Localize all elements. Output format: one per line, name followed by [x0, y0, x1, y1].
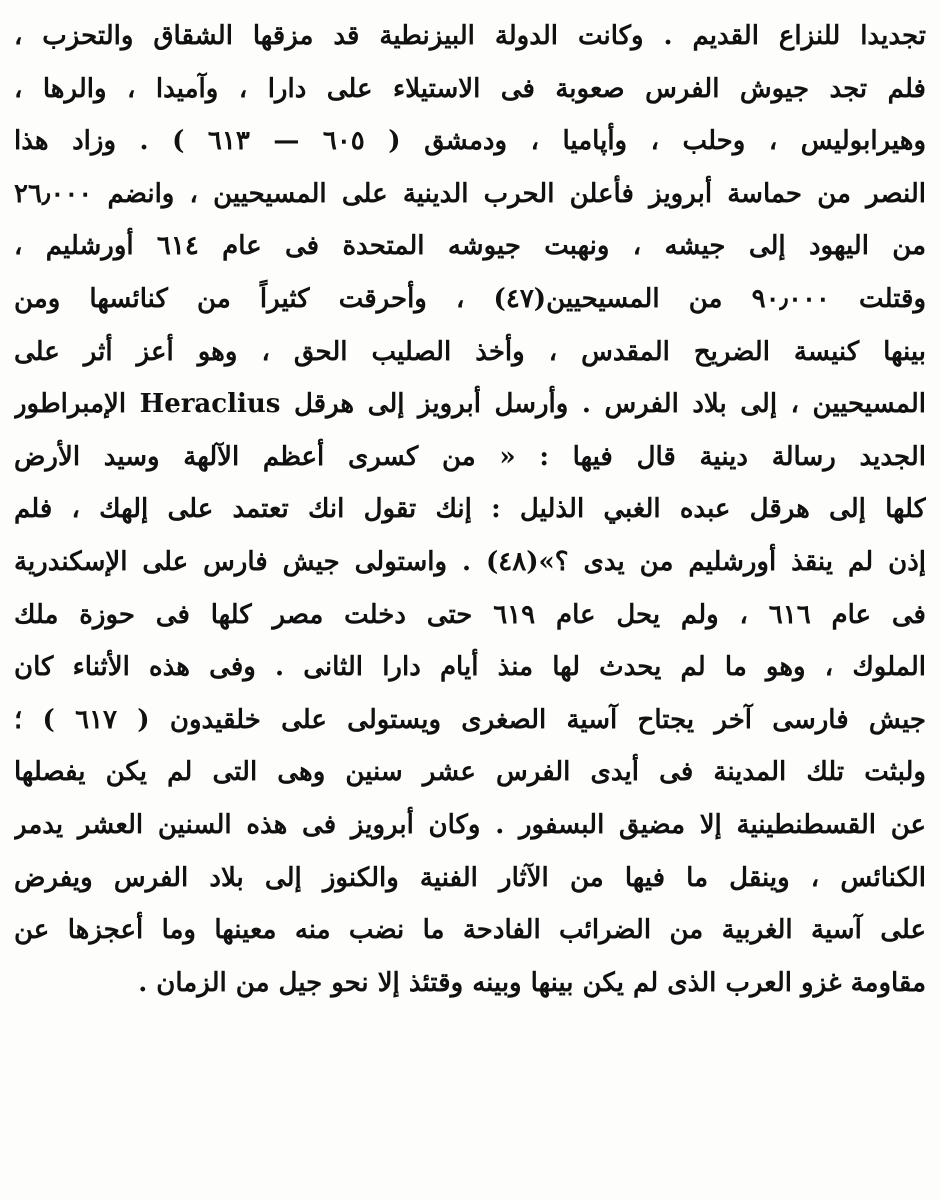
text-line: كلها إلى هرقل عبده الغبي الذليل : إنك تقول انك تعتمد على إلهك ، فلم	[14, 494, 926, 525]
text-line: وقتلت ٩٠٫٠٠٠ من المسيحيين(٤٧) ، وأحرقت كثيراً من كنائسها ومن	[14, 283, 926, 314]
text-line: مقاومة غزو العرب الذى لم يكن بينها وبينه وقتئذ إلا نحو جيل من الزمان .	[138, 967, 926, 998]
text-line: الجديد رسالة دينية قال فيها : « من كسرى أعظم الآلهة وسيد الأرض	[14, 441, 926, 472]
text-line: بينها كنيسة الضريح المقدس ، وأخذ الصليب الحق ، وهو أعز أثر على	[14, 336, 926, 367]
text-line: من اليهود إلى جيشه ، ونهبت جيوشه المتحدة فى عام ٦١٤ أورشليم ،	[14, 231, 926, 262]
arabic-text-block	[14, 10, 926, 1009]
text-line: الملوك ، وهو ما لم يحدث لها منذ أيام دارا الثانى . وفى هذه الأثناء كان	[14, 652, 926, 683]
text-line: جيش فارسى آخر يجتاح آسية الصغرى ويستولى على خلقيدون ( ٦١٧ ) ؛	[14, 704, 926, 735]
text-line: وهيرابوليس ، وحلب ، وأپاميا ، ودمشق ( ٦٠٥ — ٦١٣ ) . وزاد هذا	[14, 126, 926, 157]
text-line: إذن لم ينقذ أورشليم من يدى ؟»(٤٨) . واستولى جيش فارس على الإسكندرية	[14, 546, 926, 577]
text-line: ولبثت تلك المدينة فى أيدى الفرس عشر سنين وهى التى لم يكن يفصلها	[14, 757, 926, 788]
text-line: فلم تجد جيوش الفرس صعوبة فى الاستيلاء على دارا ، وآميدا ، والرها ،	[14, 73, 926, 104]
text-line: الكنائس ، وينقل ما فيها من الآثار الفنية والكنوز إلى بلاد الفرس ويفرض	[14, 862, 926, 893]
text-line: المسيحيين ، إلى بلاد الفرس . وأرسل أبرويز إلى هرقل Heraclius الإمبراطور	[14, 389, 926, 420]
text-line: على آسية الغربية من الضرائب الفادحة ما نضب منه معينها وما أعجزها عن	[14, 915, 926, 946]
text-line: النصر من حماسة أبرويز فأعلن الحرب الدينية على المسيحيين ، وانضم ٢٦٫٠٠٠	[14, 178, 926, 209]
text-line: تجديدا للنزاع القديم . وكانت الدولة البيزنطية قد مزقها الشقاق والتحزب ،	[14, 21, 926, 51]
text-line: عن القسطنطينية إلا مضيق البسفور . وكان أبرويز فى هذه السنين العشر يدمر	[14, 809, 926, 840]
text-line: فى عام ٦١٦ ، ولم يحل عام ٦١٩ حتى دخلت مصر كلها فى حوزة ملك	[14, 599, 926, 630]
